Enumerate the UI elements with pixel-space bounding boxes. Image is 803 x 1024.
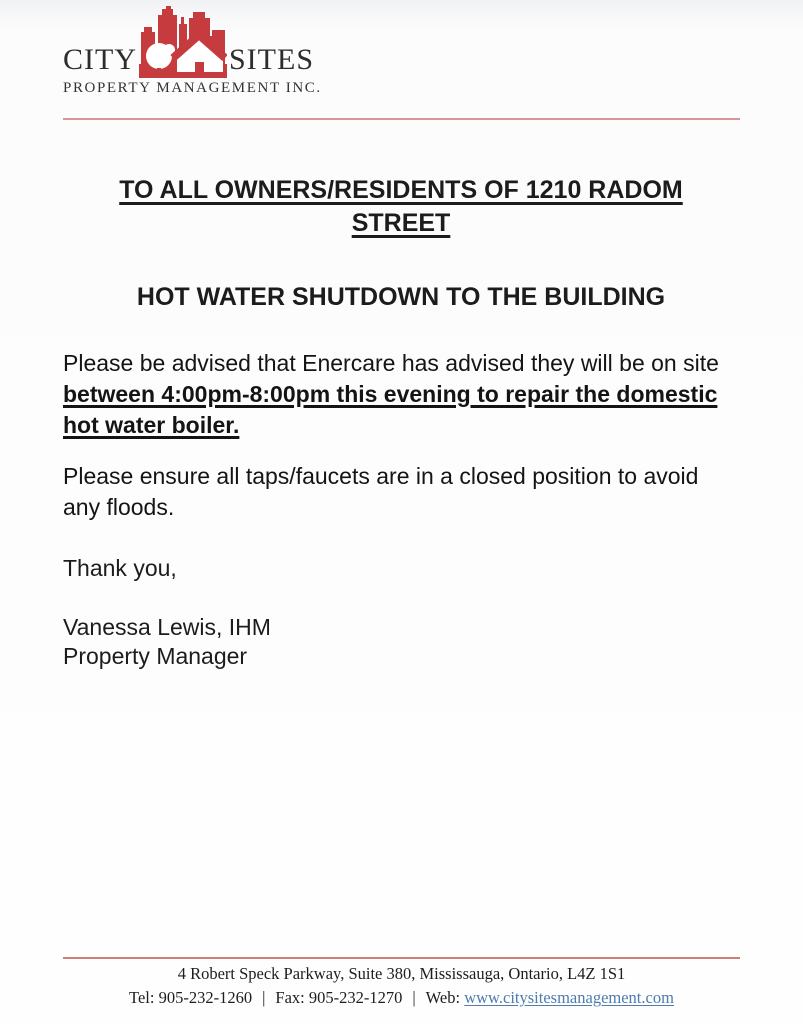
notice-title: TO ALL OWNERS/RESIDENTS OF 1210 RADOM STREET <box>119 176 683 237</box>
closing-line: Thank you, <box>63 555 177 581</box>
signature-block <box>63 613 740 671</box>
document-footer <box>63 957 740 1010</box>
company-logo <box>63 6 740 97</box>
footer-separator-1: | <box>262 988 266 1007</box>
footer-contact-line <box>63 986 740 1010</box>
logo-tagline: PROPERTY MANAGEMENT INC. <box>63 80 322 96</box>
logo-word-city: CITY <box>63 43 137 76</box>
paragraph-1-emphasized-text: between 4:00pm-8:00pm this evening to repair the domestic hot water boiler. <box>63 381 718 438</box>
signature-title: Property Manager <box>63 643 248 669</box>
footer-web-label: Web: <box>425 988 465 1007</box>
notice-paragraph-2: Please ensure all taps/faucets are in a closed position to avoid any floods. <box>63 463 699 520</box>
footer-separator-2: | <box>412 988 416 1007</box>
notice-subtitle: HOT WATER SHUTDOWN TO THE BUILDING <box>136 283 666 311</box>
paragraph-1-normal-text: Please be advised that Enercare has advised they will be on site <box>63 350 719 376</box>
notice-paragraph-1 <box>63 348 735 441</box>
logo-word-sites: SITES <box>229 43 315 76</box>
header-divider-line <box>63 118 740 120</box>
footer-address: 4 Robert Speck Parkway, Suite 380, Mississauga, Ontario, L4Z 1S1 <box>177 964 626 983</box>
signature-name: Vanessa Lewis, IHM <box>63 614 271 640</box>
city-skyline-logo-icon <box>139 6 227 78</box>
footer-website-link[interactable]: www.citysitesmanagement.com <box>464 988 674 1007</box>
footer-fax: Fax: 905-232-1270 <box>275 988 403 1007</box>
footer-tel: Tel: 905-232-1260 <box>129 988 253 1007</box>
